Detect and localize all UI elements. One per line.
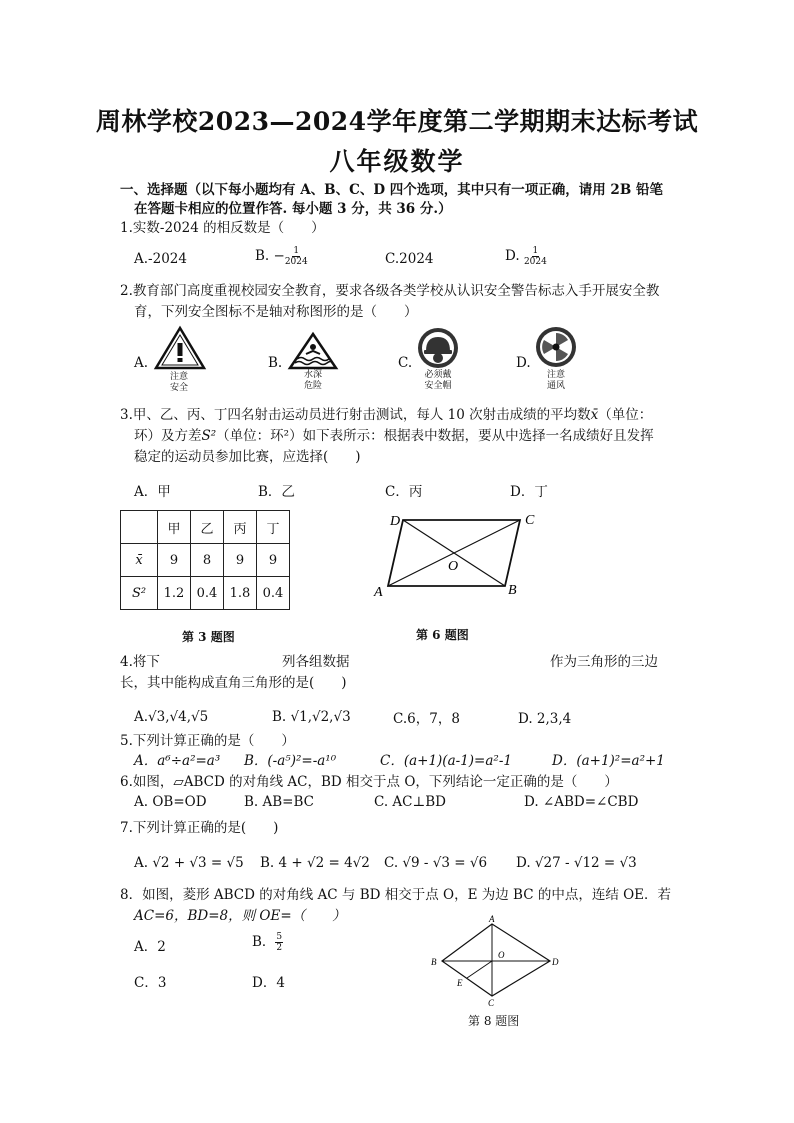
q6-option-c: C. AC⊥BD bbox=[374, 794, 446, 810]
warning-sign-icon bbox=[154, 326, 206, 370]
ventilation-sign-icon bbox=[535, 326, 577, 368]
table-cell: 1.8 bbox=[224, 577, 257, 610]
q4-option-b: B. √1,√2,√3 bbox=[272, 709, 351, 725]
q7-option-c: C. √9 - √3 = √6 bbox=[384, 855, 488, 871]
deep-water-sign-icon bbox=[288, 332, 338, 370]
q8-option-c: C．3 bbox=[134, 975, 167, 991]
table-cell: 甲 bbox=[158, 511, 191, 544]
table-cell: 丁 bbox=[257, 511, 290, 544]
table-cell: 0.4 bbox=[191, 577, 224, 610]
q5-option-c: C．(a+1)(a-1)=a²-1 bbox=[380, 753, 512, 769]
q2-stem-line2: 育，下列安全图标不是轴对称图形的是（ ） bbox=[134, 304, 418, 320]
q6-figure-caption: 第 6 题图 bbox=[416, 628, 469, 642]
point-label-o: O bbox=[498, 950, 505, 960]
q2-option-b: B. bbox=[268, 355, 283, 371]
q3-option-c: C．丙 bbox=[385, 484, 423, 500]
table-cell: 9 bbox=[257, 544, 290, 577]
q4-option-a: A.√3,√4,√5 bbox=[134, 709, 209, 725]
table-cell: x̄ bbox=[121, 544, 158, 577]
q8-stem-line2: AC=6，BD=8，则 OE=（ ） bbox=[134, 908, 346, 924]
q1-stem: 1.实数-2024 的相反数是（ ） bbox=[120, 220, 325, 236]
section1-instructions-line1: 一、选择题（以下每小题均有 A、B、C、D 四个选项，其中只有一项正确，请用 2B 铅笔 bbox=[120, 182, 663, 198]
q6-stem: 6.如图，▱ABCD 的对角线 AC，BD 相交于点 O，下列结论一定正确的是（ ） bbox=[120, 774, 618, 790]
q4-stem-line1-part2: 列各组数据 bbox=[282, 654, 350, 670]
point-label-d: D bbox=[390, 514, 401, 529]
point-label-o: O bbox=[448, 559, 459, 574]
q4-stem-line1-part3: 作为三角形的三边 bbox=[550, 654, 658, 670]
q5-option-b: B．(-a⁵)²=-a¹⁰ bbox=[244, 753, 337, 769]
point-label-c: C bbox=[525, 513, 535, 528]
table-row bbox=[121, 544, 290, 577]
q5-stem: 5.下列计算正确的是（ ） bbox=[120, 733, 295, 749]
q3-option-d: D．丁 bbox=[510, 484, 548, 500]
table-cell bbox=[121, 511, 158, 544]
q1-option-b: B. − $\frac{1}{2024}$ bbox=[255, 246, 308, 267]
table-header-row bbox=[121, 511, 290, 544]
q5-option-d: D．(a+1)²=a²+1 bbox=[552, 753, 665, 769]
point-label-a: A bbox=[374, 585, 383, 600]
q2-sign-c-caption: 必须戴 安全帽 bbox=[424, 370, 452, 391]
q2-option-c: C. bbox=[398, 355, 413, 371]
q6-option-d: D. ∠ABD=∠CBD bbox=[524, 794, 639, 810]
table-row bbox=[121, 577, 290, 610]
q2-stem-line1: 2.教育部门高度重视校园安全教育，要求各级各类学校从认识安全警告标志入手开展安全教 bbox=[120, 283, 660, 299]
q3-variance-symbol: S² bbox=[201, 428, 217, 444]
q3-figure-caption: 第 3 题图 bbox=[182, 630, 235, 644]
q2-option-a: A. bbox=[134, 355, 149, 371]
point-label-b: B bbox=[508, 583, 517, 598]
point-label-e: E bbox=[457, 978, 463, 988]
q7-stem: 7.下列计算正确的是( ) bbox=[120, 820, 279, 836]
table-cell: 8 bbox=[191, 544, 224, 577]
table-cell: 9 bbox=[158, 544, 191, 577]
q3-mean-symbol: x̄ bbox=[590, 407, 599, 423]
q4-option-c: C.6，7，8 bbox=[393, 711, 460, 727]
table-cell: 1.2 bbox=[158, 577, 191, 610]
q1-option-d: D. $\frac{1}{2024}$ bbox=[505, 246, 547, 267]
q7-option-b: B. 4 + √2 = 4√2 bbox=[260, 855, 370, 871]
point-label-b: B bbox=[431, 957, 437, 967]
q4-stem-line2: 长，其中能构成直角三角形的是( ) bbox=[120, 675, 347, 691]
q7-option-d: D. √27 - √12 = √3 bbox=[516, 855, 637, 871]
q2-sign-d-caption: 注意 通风 bbox=[546, 370, 565, 391]
q6-parallelogram-figure bbox=[370, 508, 550, 600]
q3-stem-line1: 3.甲、乙、丙、丁四名射击运动员进行射击测试，每人 10 次射击成绩的平均数x̄（单位： bbox=[120, 407, 653, 423]
safety-helmet-sign-icon bbox=[417, 327, 459, 369]
q3-score-table bbox=[120, 510, 290, 610]
q4-option-d: D. 2,3,4 bbox=[518, 711, 572, 727]
q8-option-b: B． $\frac{5}{2}$ bbox=[252, 932, 283, 953]
q3-stem-line2: 环）及方差S²（单位：环²）如下表所示：根据表中数据，要从中选择一名成绩好且发挥 bbox=[134, 428, 654, 444]
q5-option-a: A．a⁶÷a²=a³ bbox=[134, 753, 221, 769]
point-label-a: A bbox=[489, 914, 495, 924]
q8-stem-line1: 8．如图，菱形 ABCD 的对角线 AC 与 BD 相交于点 O，E 为边 BC 的中点，连结 OE．若 bbox=[120, 887, 672, 903]
table-cell: 9 bbox=[224, 544, 257, 577]
q3-option-a: A．甲 bbox=[134, 484, 171, 500]
q2-sign-a-caption: 注意 安全 bbox=[169, 372, 188, 393]
table-cell: S² bbox=[121, 577, 158, 610]
table-cell: 0.4 bbox=[257, 577, 290, 610]
q1-option-c: C.2024 bbox=[385, 251, 434, 267]
q2-sign-b-caption: 水深 危险 bbox=[303, 370, 322, 391]
q3-option-b: B．乙 bbox=[258, 484, 295, 500]
q3-stem-line3: 稳定的运动员参加比赛，应选择( ) bbox=[134, 449, 361, 465]
q8-rhombus-figure bbox=[428, 914, 568, 1008]
q8-option-d: D．4 bbox=[252, 975, 285, 991]
table-cell: 丙 bbox=[224, 511, 257, 544]
table-cell: 乙 bbox=[191, 511, 224, 544]
exam-subtitle: 八年级数学 bbox=[329, 147, 465, 176]
exam-title: 周林学校2023—2024学年度第二学期期末达标考试 bbox=[95, 107, 699, 136]
q6-option-a: A. OB=OD bbox=[134, 794, 207, 810]
q7-option-a: A. √2 + √3 = √5 bbox=[134, 855, 244, 871]
point-label-d: D bbox=[552, 957, 559, 967]
q8-figure-caption: 第 8 题图 bbox=[468, 1014, 520, 1028]
q4-stem-line1: 4.将下 bbox=[120, 654, 160, 670]
q6-option-b: B. AB=BC bbox=[244, 794, 314, 810]
q1-option-a: A.-2024 bbox=[134, 251, 187, 267]
q8-option-a: A．2 bbox=[134, 939, 166, 955]
q2-option-d: D. bbox=[516, 355, 531, 371]
point-label-c: C bbox=[488, 998, 495, 1008]
section1-instructions-line2: 在答题卡相应的位置作答. 每小题 3 分，共 36 分.） bbox=[134, 201, 452, 217]
